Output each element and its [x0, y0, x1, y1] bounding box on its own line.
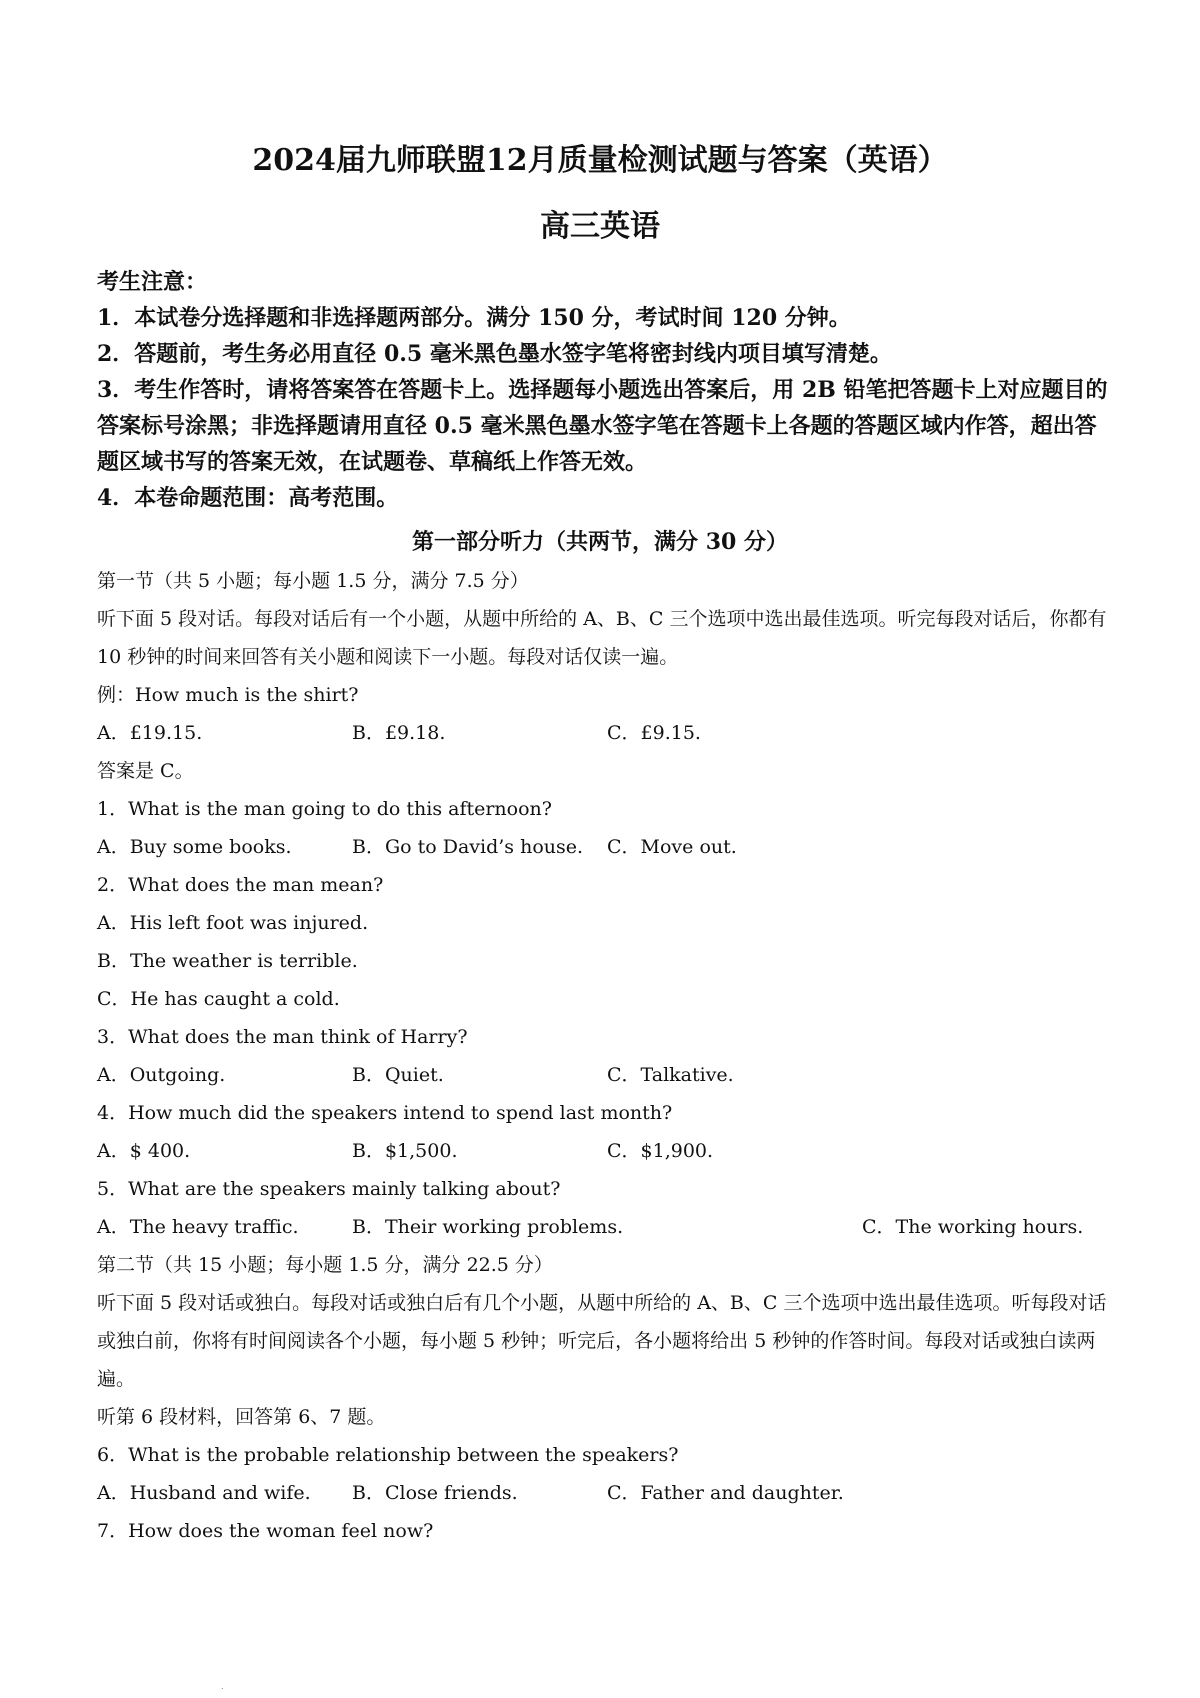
option-b: B．$1,500.: [352, 1140, 458, 1162]
question-text: 2．What does the man mean?: [97, 874, 384, 896]
option-c: C．£9.15.: [607, 722, 701, 744]
question-text: 3．What does the man think of Harry?: [97, 1026, 468, 1048]
notice-item: 3．考生作答时，请将答案答在答题卡上。选择题每小题选出答案后，用 2B 铅笔把答题卡上对应题目的答案标号涂黑；非选择题请用直径 0.5 毫米黑色墨水签字笔在答题卡上各题的答题区域内作答，超出答题区域书写的答案无效，在试题卷、草稿纸上作答无效。: [97, 377, 1108, 475]
page-mark: .: [221, 1682, 224, 1691]
question-options: [97, 1056, 1117, 1094]
listening-section: [97, 562, 1117, 1550]
question-text: 5．What are the speakers mainly talking about?: [97, 1178, 561, 1200]
question-options: [97, 1208, 1117, 1246]
option-c: C．He has caught a cold.: [97, 988, 340, 1010]
option-c: C．Talkative.: [607, 1064, 734, 1086]
example-answer: 答案是 C。: [97, 760, 194, 782]
option-c: C．The working hours.: [862, 1216, 1084, 1238]
question-text: 7．How does the woman feel now?: [97, 1520, 434, 1542]
option-a: A．$ 400.: [97, 1140, 191, 1162]
option-a: A．The heavy traffic.: [97, 1216, 299, 1238]
question-options: [97, 1474, 1117, 1512]
section-instructions: 听下面 5 段对话。每段对话后有一个小题，从题中所给的 A、B、C 三个选项中选出最佳选项。听完每段对话后，你都有 10 秒钟的时间来回答有关小题和阅读下一小题。每段对话仅读一遍。: [97, 608, 1107, 668]
notice-item: 2．答题前，考生务必用直径 0.5 毫米黑色墨水签字笔将密封线内项目填写清楚。: [97, 341, 892, 367]
part-title: 第一部分听力（共两节，满分 30 分）: [412, 529, 788, 555]
option-b: B．Their working problems.: [352, 1216, 624, 1238]
option-a: A．Buy some books.: [97, 836, 292, 858]
question-text: 1．What is the man going to do this afternoon?: [97, 798, 552, 820]
option-a: A．Husband and wife.: [97, 1482, 311, 1504]
option-a: A．£19.15.: [97, 722, 203, 744]
question-text: 6．What is the probable relationship between the speakers?: [97, 1444, 679, 1466]
option-b: B．£9.18.: [352, 722, 446, 744]
notice-item: 4．本卷命题范围：高考范围。: [97, 485, 399, 511]
option-a: A．His left foot was injured.: [97, 912, 369, 934]
option-a: A．Outgoing.: [97, 1064, 226, 1086]
question-text: 4．How much did the speakers intend to spend last month?: [97, 1102, 673, 1124]
exam-notice: [97, 264, 1117, 516]
page-title: 2024届九师联盟12月质量检测试题与答案（英语）: [252, 143, 948, 178]
example-question: 例：How much is the shirt?: [97, 684, 359, 706]
section-instructions: 听下面 5 段对话或独白。每段对话或独白后有几个小题，从题中所给的 A、B、C 三个选项中选出最佳选项。听每段对话或独白前，你将有时间阅读各个小题，每小题 5 秒钟；听完后，各小题将给出 5 秒钟的作答时间。每段对话或独白读两遍。: [97, 1292, 1107, 1390]
option-b: B．Close friends.: [352, 1482, 518, 1504]
option-b: B．Go to David’s house.: [352, 836, 584, 858]
page-subtitle: 高三英语: [540, 209, 660, 244]
notice-heading: 考生注意：: [97, 269, 208, 295]
question-options: [97, 1132, 1117, 1170]
section-heading: 第一节（共 5 小题；每小题 1.5 分，满分 7.5 分）: [97, 570, 529, 592]
option-b: B．The weather is terrible.: [97, 950, 358, 972]
material-note: 听第 6 段材料，回答第 6、7 题。: [97, 1406, 386, 1428]
option-b: B．Quiet.: [352, 1064, 444, 1086]
option-c: C．$1,900.: [607, 1140, 714, 1162]
section-heading: 第二节（共 15 小题；每小题 1.5 分，满分 22.5 分）: [97, 1254, 553, 1276]
option-c: C．Move out.: [607, 836, 737, 858]
notice-item: 1．本试卷分选择题和非选择题两部分。满分 150 分，考试时间 120 分钟。: [97, 305, 851, 331]
option-c: C．Father and daughter.: [607, 1482, 844, 1504]
example-options: [97, 714, 1117, 752]
question-options: [97, 828, 1117, 866]
